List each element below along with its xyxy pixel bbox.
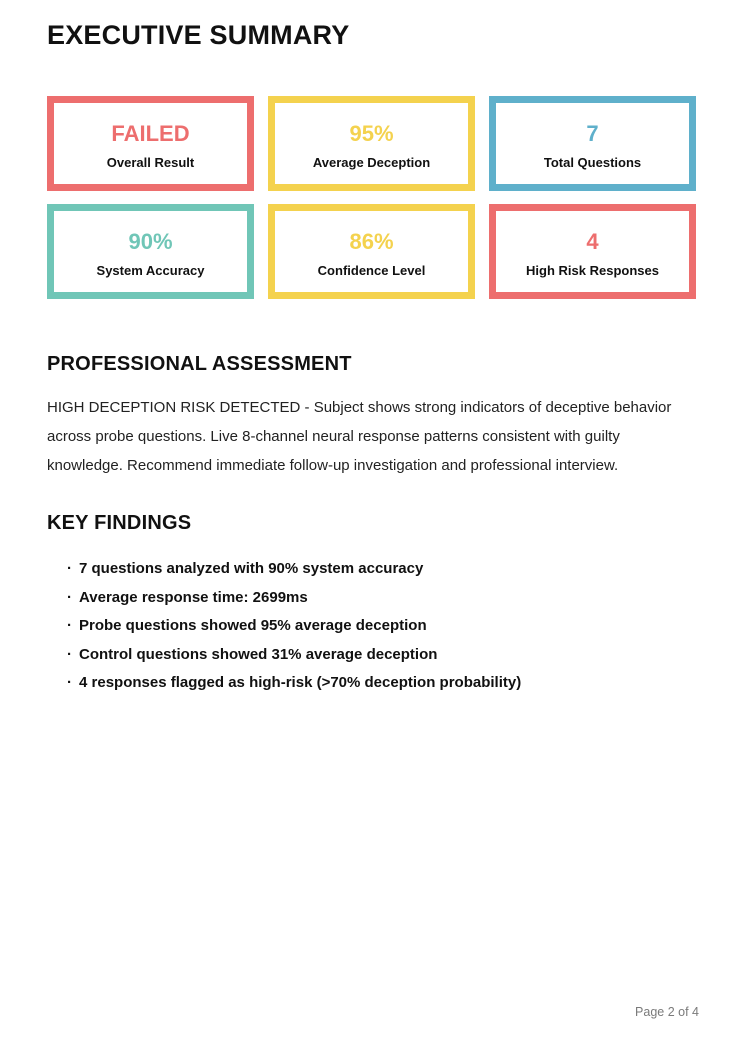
stat-label: High Risk Responses [526,262,659,278]
professional-assessment-heading: PROFESSIONAL ASSESSMENT [47,353,352,375]
stat-value: FAILED [111,120,190,146]
stat-label: Confidence Level [317,262,426,278]
stat-card-average-deception [268,96,475,191]
stat-label: Overall Result [106,154,195,170]
finding-item: · 7 questions analyzed with 90% system accuracy [67,555,696,584]
key-findings-heading: KEY FINDINGS [47,512,192,534]
stat-card-total-questions [489,96,696,191]
stat-label: Average Deception [312,154,431,170]
professional-assessment-body: HIGH DECEPTION RISK DETECTED - Subject shows strong indicators of deceptive behavior across probe questions. Live 8-channel neural response patterns consistent with guilty knowledge. Recommend immediate follow-up investigation and professional interview. [47,399,672,474]
page-number: Page 2 of 4 [635,1005,699,1019]
stat-card-system-accuracy [47,204,254,299]
stat-value: 90% [128,228,173,254]
finding-item: · Probe questions showed 95% average deception [67,612,696,641]
stat-card-overall-result [47,96,254,191]
page-title: EXECUTIVE SUMMARY [47,20,350,50]
finding-item: · 4 responses flagged as high-risk (>70% deception probability) [67,669,696,698]
finding-item: · Control questions showed 31% average deception [67,641,696,670]
stat-label: System Accuracy [96,262,205,278]
stat-card-confidence-level [268,204,475,299]
stat-card-high-risk-responses [489,204,696,299]
key-findings-section [47,512,696,698]
stat-label: Total Questions [543,154,642,170]
stat-value: 86% [349,228,394,254]
stat-cards-grid [47,96,696,299]
professional-assessment-section [47,353,696,480]
stat-value: 95% [349,120,394,146]
stat-value: 4 [586,228,599,254]
finding-item: · Average response time: 2699ms [67,584,696,613]
stat-value: 7 [586,120,599,146]
key-findings-list [47,555,696,698]
